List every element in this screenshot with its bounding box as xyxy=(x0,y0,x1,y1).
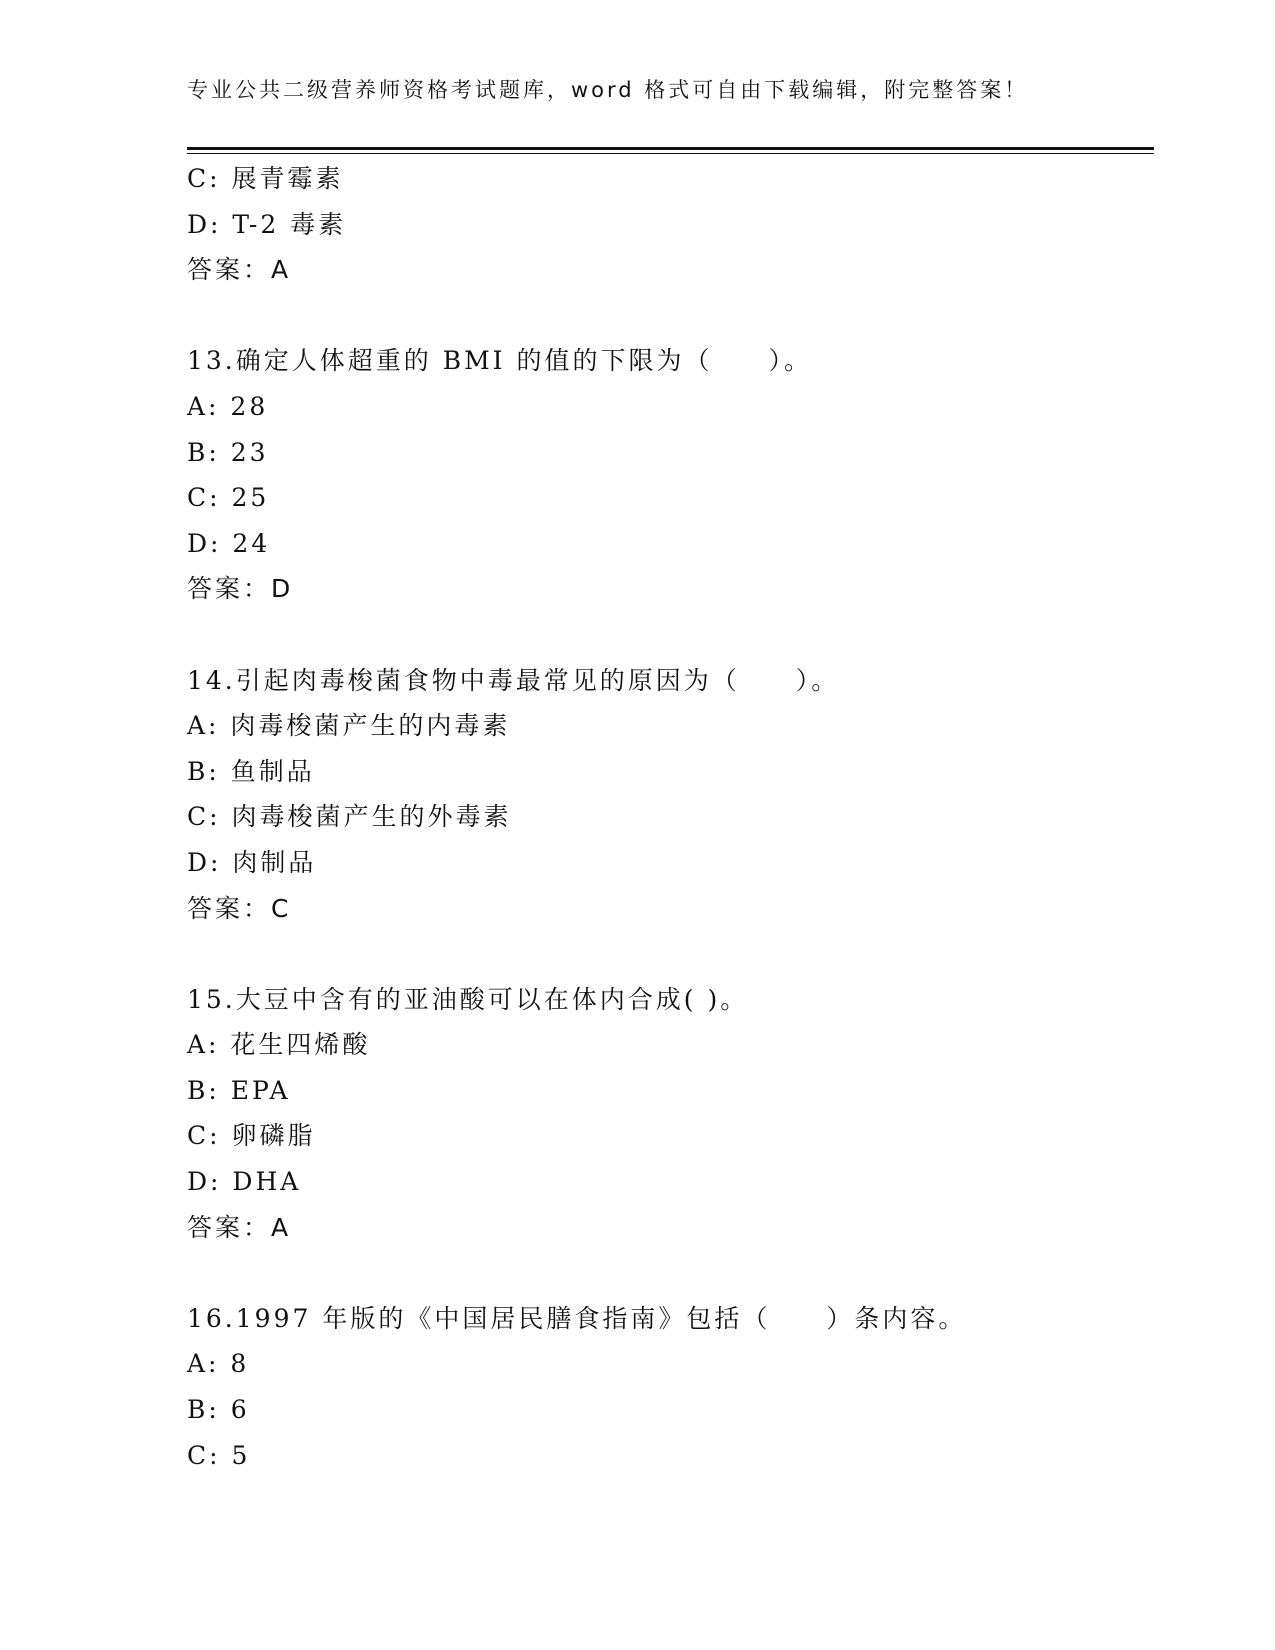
option-b: B: 鱼制品 xyxy=(187,756,315,786)
question-15 xyxy=(187,977,1154,1251)
answer-line: 答案：A xyxy=(187,1212,292,1242)
option-c: C: 肉毒梭菌产生的外毒素 xyxy=(187,802,512,832)
option-a: A: 28 xyxy=(187,391,269,421)
option-c: C: 展青霉素 xyxy=(187,164,344,193)
question-14 xyxy=(187,658,1154,932)
page-header: 专业公共二级营养师资格考试题库，word 格式可自由下载编辑，附完整答案！ xyxy=(187,78,1029,102)
option-c: C: 25 xyxy=(187,483,270,513)
option-b: B: EPA xyxy=(187,1075,291,1105)
answer-line: 答案：A xyxy=(187,255,292,285)
previous-question-fragment xyxy=(187,156,1154,293)
question-stem: 13.确定人体超重的 BMI 的值的下限为（ ）。 xyxy=(187,346,812,376)
option-c: C: 5 xyxy=(187,1440,251,1470)
option-c: C: 卵磷脂 xyxy=(187,1121,316,1151)
header-rule-thin xyxy=(187,153,1154,154)
option-b: B: 6 xyxy=(187,1395,250,1425)
header-rule-thick xyxy=(187,147,1154,150)
question-stem: 14.引起肉毒梭菌食物中毒最常见的原因为（ ）。 xyxy=(187,665,840,695)
answer-line: 答案：D xyxy=(187,574,294,604)
option-b: B: 23 xyxy=(187,437,269,467)
answer-line: 答案：C xyxy=(187,893,292,923)
question-list xyxy=(187,156,1154,1478)
question-16 xyxy=(187,1296,1154,1478)
question-stem: 15.大豆中含有的亚油酸可以在体内合成( )。 xyxy=(187,984,749,1014)
question-stem: 16.1997 年版的《中国居民膳食指南》包括（ ）条内容。 xyxy=(187,1303,967,1333)
option-d: D: DHA xyxy=(187,1167,302,1197)
option-d: D: T-2 毒素 xyxy=(187,209,347,239)
option-a: A: 8 xyxy=(187,1349,250,1379)
option-a: A: 花生四烯酸 xyxy=(187,1030,371,1060)
question-13 xyxy=(187,338,1154,612)
option-a: A: 肉毒梭菌产生的内毒素 xyxy=(187,711,511,741)
option-d: D: 24 xyxy=(187,528,271,558)
option-d: D: 肉制品 xyxy=(187,847,317,877)
